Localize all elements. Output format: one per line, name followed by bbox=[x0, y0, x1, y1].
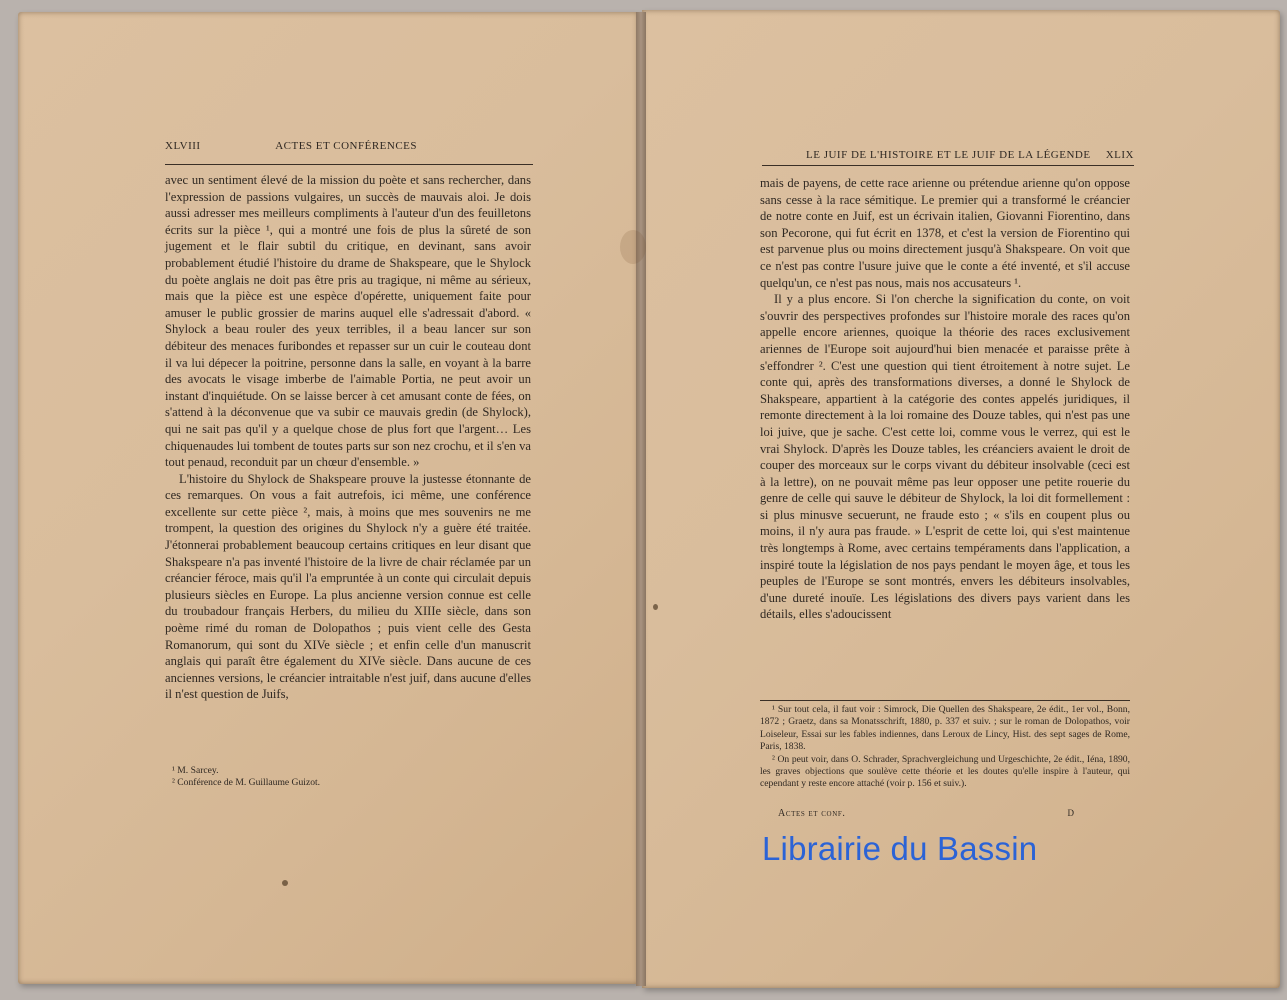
right-page-header bbox=[806, 149, 1134, 161]
signature-mark: Actes et conf. bbox=[778, 808, 846, 819]
paper-stain bbox=[620, 230, 646, 264]
watermark-text: Librairie du Bassin bbox=[762, 830, 1038, 867]
left-footnote-1: ¹ M. Sarcey. bbox=[172, 765, 219, 776]
right-page-number: XLIX bbox=[1105, 149, 1134, 161]
ink-spot bbox=[653, 604, 658, 610]
left-body-text bbox=[165, 172, 531, 703]
left-header-rule bbox=[165, 164, 533, 165]
left-paragraph-1: avec un sentiment élevé de la mission du poète et sans rechercher, dans l'expression de passions vulgaires, un succès de mauvais aloi. Je dois aussi adresser mes meilleurs compliments à l'auteur d'un des feuilletons écrits sur la pièce ¹, qui a montré une fois de plus la sûreté de son jugement et le flair subtil du critique, en devinant, sans avoir probablement étudié l'histoire du drame de Shakspeare, que le Shylock du poète anglais ne doit pas être pris au tragique, ni même au sérieux, mais que la pièce est une espèce d'opérette, uniquement faite pour amuser le public grossier de marins auquel elle s'adressait d'abord. « Shylock a beau rouler des yeux terribles, il a beau lancer sur son débiteur des menaces furibondes et repasser sur un cuir le couteau dont il va lui dépecer la poitrine, personne dans la salle, en voyant à la barre des avocats le visage imberbe de l'aimable Portia, ne peut avoir un instant d'inquiétude. On se laisse bercer à cet amusant conte de fées, on s'attend à la déconvenue que va subir ce mauvais gredin (de Shylock), qui ne sait pas qu'il y a quelque chose de plus fort que l'argent… Les chiquenaudes lui tombent de toutes parts sur son nez crochu, et il s'en va tout penaud, reconduit par un chœur d'ensemble. » bbox=[165, 173, 531, 470]
ink-spot bbox=[282, 880, 288, 886]
right-header-rule bbox=[762, 165, 1134, 166]
signature-letter: D bbox=[1067, 808, 1074, 818]
left-running-title: ACTES ET CONFÉRENCES bbox=[275, 140, 417, 152]
right-paragraph-1: mais de payens, de cette race arienne ou prétendue arienne qu'on oppose sans cesse à la race sémitique. Le premier qui a transformé le créancier de notre conte en Juif, est un écrivain italien, Giovanni Fiorentino, dans son Pecorone, qui fut écrit en 1378, et c'est la version de Fiorentino qui est parvenue plus ou moins directement jusqu'à Shakspeare. On voit que ce n'est pas contre l'usure juive que le conte a été inventé, et s'il accuse quelqu'un, ce n'est pas nous, mais nos accusateurs ¹. bbox=[760, 176, 1130, 290]
right-footnote-2: ² On peut voir, dans O. Schrader, Sprachvergleichung und Urgeschichte, 2e édit., Iéna, 1890, les graves objections que soulève cette théorie et les doutes qu'elle inspire à l'auteur, qui cependant y reste encore attaché (voir p. 156 et suiv.). bbox=[760, 753, 1130, 790]
book-gutter bbox=[636, 12, 646, 986]
right-running-title: LE JUIF DE L'HISTOIRE ET LE JUIF DE LA LÉGENDE bbox=[806, 149, 1091, 161]
signature-line bbox=[778, 808, 1074, 819]
left-footnote-2: ² Conférence de M. Guillaume Guizot. bbox=[172, 777, 321, 789]
right-body-text bbox=[760, 175, 1130, 623]
right-footnote-1: ¹ Sur tout cela, il faut voir : Simrock, Die Quellen des Shakspeare, 2e édit., 1er vol., Bonn, 1872 ; Graetz, dans sa Monatsschrift, 1880, p. 337 et suiv. ; sur le roman de Dolopathos, voir Loiseleur, Essai sur les fables indiennes, dans Leroux de Lincy, Hist. des sept sages de Rome, Paris, 1838. bbox=[760, 704, 1130, 753]
right-paragraph-2: Il y a plus encore. Si l'on cherche la signification du conte, on voit s'ouvrir des perspectives profondes sur l'histoire morale des races qu'on appelle encore ariennes, quoique la théorie des races exclusivement ariennes de l'Europe soit aujourd'hui bien menacée et paraisse prête à s'effondrer ². C'est une question qui tient étroitement à notre sujet. Le conte qui, après des transformations diverses, a donné le Shylock de Shakspeare, appartient à la catégorie des contes appelés juridiques, il remonte directement à la loi romaine des Douze tables, qui n'est pas une loi juive, que je sache. C'est cette loi, comme vous le verrez, qui est le vrai Shylock. D'après les Douze tables, les créanciers avaient le droit de couper des morceaux sur le corps vivant du débiteur insolvable (ceci est à la lettre), on ne pouvait même pas leur opposer une petite rouerie du genre de celle qui sauve le débiteur de Shylock, la loi dit formellement : si plus minusve secuerunt, ne fraude esto ; « s'ils en coupent plus ou moins, il n'y aura pas fraude. » L'esprit de cette loi, qui s'est maintenue très longtemps à Rome, avec certains tempéraments dans l'application, a inspiré toute la législation de nos pays pendant le moyen âge, et tous les peuples de l'Europe se sont montrés, envers les débiteurs insolvables, d'une dureté inouïe. Les législations des divers pays varient dans les détails, elles s'adoucissent bbox=[760, 292, 1130, 622]
left-paragraph-2: L'histoire du Shylock de Shakspeare prouve la justesse étonnante de ces remarques. On vous a fait autrefois, ici même, une conférence excellente sur cette pièce ², mais, à moins que mes souvenirs ne me trompent, la question des origines du Shylock n'y a guère été traitée. J'étonnerai probablement beaucoup certains critiques en leur disant que Shakspeare n'a pas inventé l'histoire de la livre de chair réclamée par un créancier féroce, mais qu'il l'a empruntée à un conte qui circulait depuis plusieurs siècles en Europe. La plus ancienne version connue est celle du troubadour français Herbers, du milieu du XIIIe siècle, dans son poème rimé du roman de Dolopathos ; puis vient celle des Gesta Romanorum, qui sont du XIVe siècle ; et enfin celle d'un manuscrit anglais qui paraît être également du XIVe siècle. Dans aucune de ces anciennes versions, le créancier intraitable n'est juif, dans aucune d'elles il n'est question de Juifs, bbox=[165, 471, 531, 702]
right-footnote-rule bbox=[760, 700, 1130, 701]
left-page-number: XLVIII bbox=[165, 140, 201, 152]
left-page-header bbox=[165, 140, 417, 152]
right-footnotes bbox=[760, 704, 1130, 791]
left-footnotes bbox=[160, 765, 530, 790]
